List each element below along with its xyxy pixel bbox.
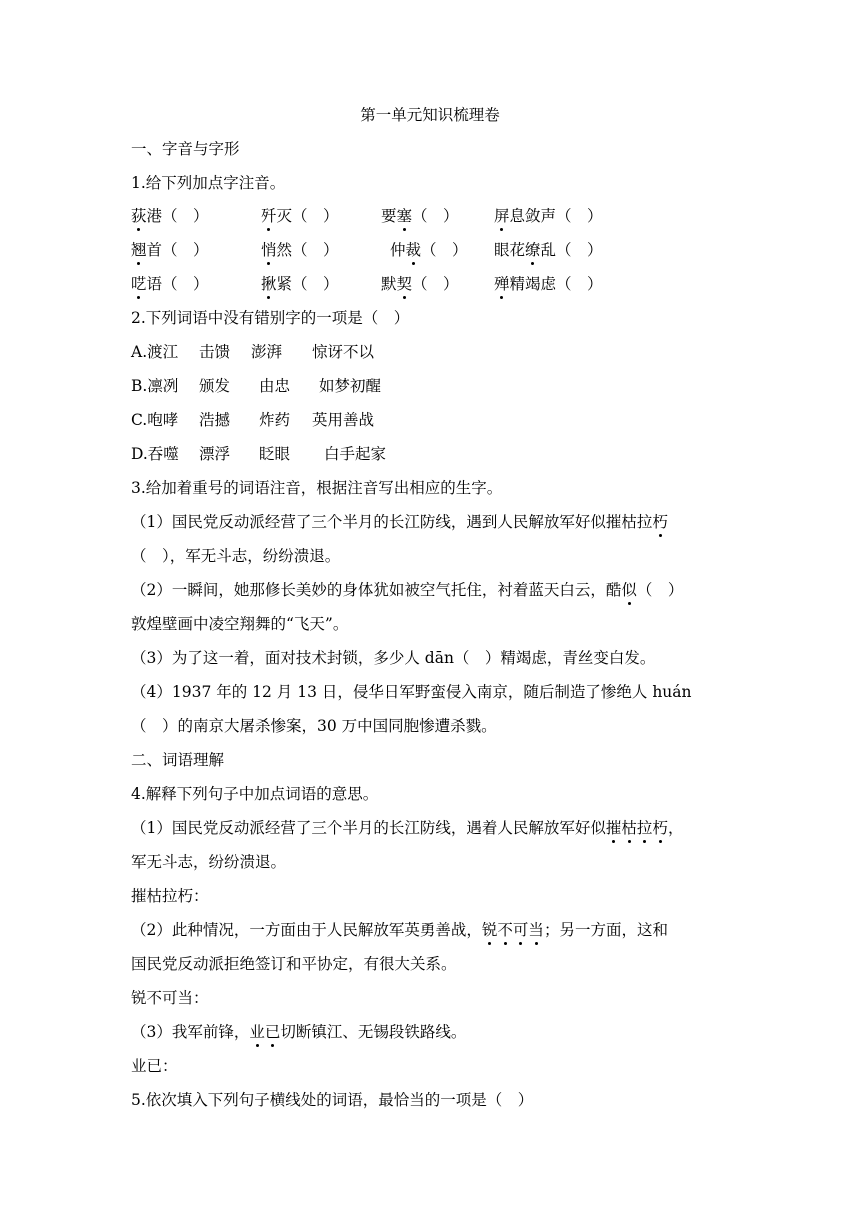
q1-item: 呓语（ ） bbox=[131, 275, 209, 293]
q1-item: 歼灭（ ） bbox=[261, 207, 339, 225]
q4-sentence-2-line-2: 国民党反动派拒绝签订和平协定，有很大关系。 bbox=[131, 955, 457, 973]
q3-item-4-line-1: （4）1937 年的 12 月 13 日，侵华日军野蛮侵入南京，随后制造了惨绝人 huán bbox=[131, 683, 692, 701]
q2-option-d-word: 漂浮 bbox=[199, 445, 231, 463]
q2-option-a-word: 惊讶不以 bbox=[312, 343, 375, 361]
page-title: 第一单元知识梳理卷 bbox=[360, 106, 500, 124]
q3-item-1-line-2: （ ），军无斗志，纷纷溃退。 bbox=[131, 547, 341, 565]
q3-item-1-line-1: （1）国民党反动派经营了三个半月的长江防线，遇到人民解放军好似摧枯拉朽 bbox=[131, 513, 668, 531]
q2-option-a-word: A.渡江 bbox=[131, 343, 179, 361]
q2-option-a-word: 澎湃 bbox=[251, 343, 283, 361]
q2-option-a-word: 击馈 bbox=[199, 343, 231, 361]
q1-item: 殚精竭虑（ ） bbox=[494, 275, 603, 293]
q4-sentence-1-line-1: （1）国民党反动派经营了三个半月的长江防线，遇着人民解放军好似摧枯拉朽， bbox=[131, 819, 684, 837]
q3-item-2-line-2: 敦煌壁画中凌空翔舞的“飞天”。 bbox=[131, 615, 349, 633]
q4-sentence-2-line-1: （2）此种情况，一方面由于人民解放军英勇善战，锐不可当；另一方面，这和 bbox=[131, 921, 668, 939]
section-heading-1: 一、字音与字形 bbox=[131, 140, 240, 158]
question-1-prompt: 1.给下列加点字注音。 bbox=[131, 174, 286, 192]
q4-sentence-1-line-2: 军无斗志，纷纷溃退。 bbox=[131, 853, 287, 871]
q1-item: 眼花缭乱（ ） bbox=[494, 241, 603, 259]
q2-option-b-word: 颁发 bbox=[199, 377, 231, 395]
q4-answer-label-3: 业已： bbox=[131, 1057, 178, 1075]
q2-option-d-word: D.吞噬 bbox=[131, 445, 179, 463]
q2-option-c-word: 英用善战 bbox=[312, 411, 375, 429]
question-2-prompt: 2.下列词语中没有错别字的一项是（ ） bbox=[131, 309, 410, 327]
q2-option-c-word: C.咆哮 bbox=[131, 411, 179, 429]
question-5-prompt: 5.依次填入下列句子横线处的词语，最恰当的一项是（ ） bbox=[131, 1091, 534, 1109]
question-3-prompt: 3.给加着重号的词语注音，根据注音写出相应的生字。 bbox=[131, 479, 503, 497]
q1-item: 荻港（ ） bbox=[131, 207, 209, 225]
section-heading-2: 二、词语理解 bbox=[131, 751, 225, 769]
q4-answer-label-1: 摧枯拉朽： bbox=[131, 887, 209, 905]
q2-option-d-word: 眨眼 bbox=[259, 445, 291, 463]
q1-item: 揪紧（ ） bbox=[261, 275, 339, 293]
question-4-prompt: 4.解释下列句子中加点词语的意思。 bbox=[131, 785, 379, 803]
q1-item: 仲裁（ ） bbox=[390, 241, 468, 259]
q2-option-d-word: 白手起家 bbox=[324, 445, 387, 463]
q2-option-b-word: B.凛冽 bbox=[131, 377, 179, 395]
q1-item: 要塞（ ） bbox=[381, 207, 459, 225]
q4-sentence-3: （3）我军前锋，业已切断镇江、无锡段铁路线。 bbox=[131, 1023, 467, 1041]
q3-item-4-line-2: （ ）的南京大屠杀惨案，30 万中国同胞惨遭杀戮。 bbox=[131, 717, 497, 735]
q3-item-3: （3）为了这一着，面对技术封锁，多少人 dān（ ）精竭虑，青丝变白发。 bbox=[131, 649, 656, 667]
q4-answer-label-2: 锐不可当： bbox=[131, 989, 209, 1007]
q1-item: 悄然（ ） bbox=[261, 241, 339, 259]
q2-option-b-word: 如梦初醒 bbox=[319, 377, 382, 395]
q3-item-2-line-1: （2）一瞬间，她那修长美妙的身体犹如被空气托住，衬着蓝天白云，酷似（ ） bbox=[131, 581, 684, 599]
q2-option-c-word: 炸药 bbox=[259, 411, 291, 429]
q1-item: 屏息敛声（ ） bbox=[494, 207, 603, 225]
q2-option-c-word: 浩撼 bbox=[199, 411, 231, 429]
q2-option-b-word: 由忠 bbox=[259, 377, 291, 395]
q1-item: 默契（ ） bbox=[381, 275, 459, 293]
q1-item: 翘首（ ） bbox=[131, 241, 209, 259]
